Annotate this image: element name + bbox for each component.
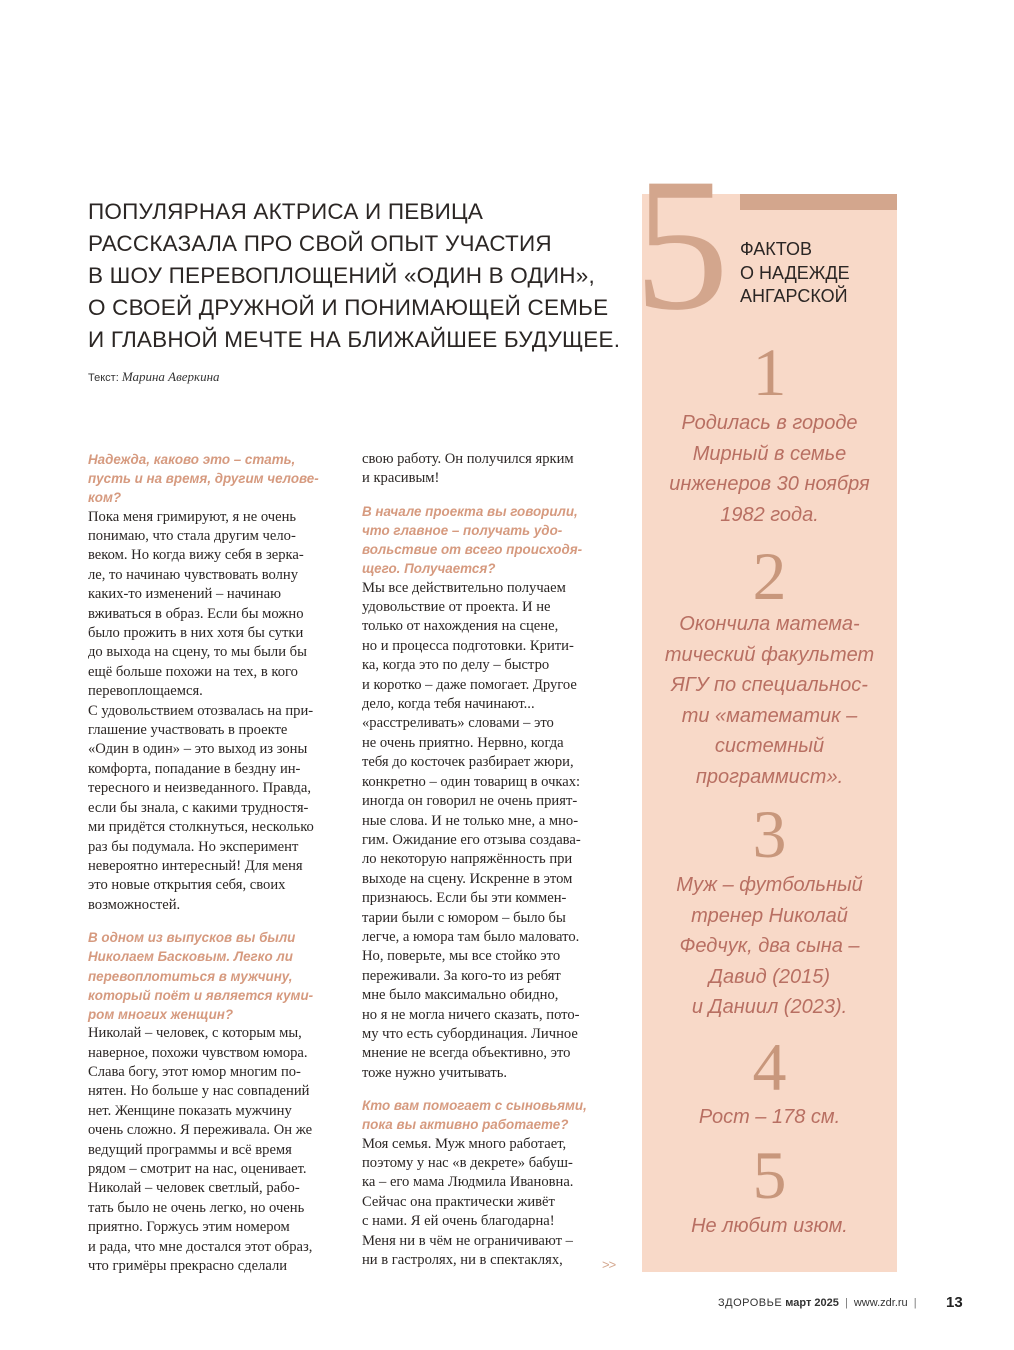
sidebar-title [740,238,850,309]
answer-line: Но, поверьте, мы все стойко это [362,948,561,965]
fact-text [642,870,897,1023]
answer-line: это новые открытия себя, своих [88,877,286,894]
interview-answer [362,579,624,1084]
answer-line: ка, когда это по делу – быстро [362,657,550,674]
question-line: пусть и на время, другим челове- [88,471,319,487]
sidebar-big-number: 5 [634,140,729,350]
question-line: В одном из выпусков вы были [88,930,296,946]
article-column-2 [362,450,624,1270]
answer-line: ные слова. И не только мне, а мно- [362,812,579,829]
interview-answer [88,1024,350,1276]
question-line: вольствие от всего происходя- [362,542,583,558]
interview-answer [362,450,624,489]
answer-line: Николай – человек светлый, рабо- [88,1180,300,1197]
fact-line: Давид (2015) [708,965,831,988]
answer-line: нет. Женщине показать мужчину [88,1102,292,1119]
answer-line: мнение не всегда объективно, это [362,1045,571,1062]
answer-line: тересного и неизведанного. Правда, [88,780,311,797]
answer-line: глашение участвовать в проекте [88,722,288,739]
answer-line: Моя семья. Муж много работает, [362,1135,567,1152]
fact-line: тренер Николай [691,904,848,927]
fact-line: системный [714,735,825,757]
answer-line: возможностей. [88,896,181,913]
fact-number: 5 [752,1137,787,1213]
question-line: ком? [88,490,122,506]
page-number: 13 [946,1294,963,1311]
question-line: который поёт и является куми- [88,987,314,1003]
answer-line: тарии были с юмором – было бы [362,909,566,926]
sidebar-title-line: АНГАРСКОЙ [740,286,848,306]
fact-line: ЯГУ по специальнос- [671,674,868,696]
answer-line: Мы все действительно получаем [362,579,566,596]
lead-line: О СВОЕЙ ДРУЖНОЙ И ПОНИМАЮЩЕЙ СЕМЬЕ [88,295,609,320]
answer-line: С удовольствием отозвалась на при- [88,702,314,719]
answer-line: признаюсь. Если бы эти коммен- [362,890,567,907]
answer-line: ведущий программы и всё время [88,1141,292,1158]
interview-answer [88,508,350,916]
answer-line: если бы знала, с какими трудностя- [88,799,309,816]
question-line: пока вы активно работаете? [362,1117,569,1133]
answer-line: мне было максимально обидно, [362,987,559,1004]
answer-line: ка – его мама Людмила Ивановна. [362,1174,574,1191]
answer-line: приятно. Горжусь этим номером [88,1219,290,1236]
answer-line: «Один в один» – это выход из зоны [88,741,308,758]
answer-line: очень сложно. Я переживала. Он же [88,1122,313,1139]
lead-paragraph [88,196,628,356]
sidebar-accent-bar [740,194,897,210]
answer-line: было прожить в них хотя бы сутки [88,625,304,642]
fact-line: Окончила матема- [679,613,860,635]
fact-line: и Даниил (2023). [691,996,848,1018]
fact-text [642,1211,897,1242]
fact-number: 1 [752,334,787,410]
answer-line: невероятно интересный! Для меня [88,857,303,874]
answer-line: конкретно – один товарищ в очках: [362,773,581,790]
answer-line: легче, а юмора там было маловато. [362,928,580,945]
footer-separator: | [913,1297,917,1309]
answer-line: каких-то изменений – начинаю [88,586,281,603]
interview-question [88,450,350,508]
answer-line: Сейчас она практически живёт [362,1193,555,1210]
answer-line: ми придётся столкнуться, несколько [88,819,314,836]
question-line: ром многих женщин? [88,1006,234,1022]
answer-line: и коротко – даже помогает. Другое [362,676,577,693]
fact-line: тический факультет [664,643,875,666]
answer-line: Пока меня гримируют, я не очень [88,508,297,525]
issue-date: март 2025 [785,1297,839,1309]
fact-text [642,1102,897,1133]
sidebar-title-line: О НАДЕЖДЕ [740,262,850,283]
fact-number: 3 [752,796,787,872]
answer-line: но я не могла ничего сказать, пото- [362,1006,580,1023]
answer-line: переживали. За кого-то из ребят [362,967,561,984]
answer-line: свою работу. Он получился ярким [362,451,574,467]
fact-number: 2 [752,538,787,614]
answer-line: Николай – человек, с которым мы, [88,1025,302,1042]
interview-question [362,502,624,579]
interview-question [362,1096,624,1134]
answer-line: дело, когда тебя начинают... [362,696,535,713]
answer-line: с нами. Я ей очень благодарна! [362,1213,555,1230]
answer-line: веком. Но когда вижу себя в зерка- [88,547,304,564]
answer-line: гим. Ожидание его отзыва создава- [362,831,581,848]
answer-line: ни в гастролях, ни в спектаклях, [362,1252,563,1269]
byline [88,369,220,385]
answer-line: тать было не очень легко, но очень [88,1199,305,1216]
article-column-1 [88,450,350,1276]
answer-line: только от нахождения на сцене, [362,618,559,635]
answer-line: ещё больше похожи на тех, в кого [88,663,298,680]
fact-line: Родилась в городе [681,412,858,434]
interview-answer [362,1135,624,1271]
answer-line: выходе на сцену. Искренне в этом [362,870,573,887]
fact-line: Мирный в семье [692,442,847,465]
fact-line: программист». [695,765,844,788]
answer-line: «расстреливать» словами – это [362,715,554,732]
answer-line: Меня ни в чём не ограничивают – [362,1232,573,1249]
sidebar-title-line: ФАКТОВ [740,239,812,259]
answer-line: рядом – смотрит на нас, оценивает. [88,1161,307,1177]
answer-line: ло некоторую напряжённость при [362,851,573,868]
lead-line: ПОПУЛЯРНАЯ АКТРИСА И ПЕВИЦА [88,199,484,224]
fact-line: 1982 года. [720,503,819,526]
answer-line: раз бы подумала. Но эксперимент [88,838,299,855]
fact-number: 4 [752,1029,787,1105]
question-line: Николаем Басковым. Легко ли [88,949,293,965]
answer-line: поэтому у нас «в декрете» бабуш- [362,1155,573,1171]
answer-line: комфорта, попадание в бездну ин- [88,760,301,777]
answer-line: до выхода на сцену, то мы были бы [88,644,307,661]
fact-line: Не любит изюм. [691,1215,848,1237]
fact-line: ти «математик – [681,704,858,727]
lead-line: РАССКАЗАЛА ПРО СВОЙ ОПЫТ УЧАСТИЯ [88,231,552,256]
question-line: Надежда, каково это – стать, [88,452,296,467]
answer-line: тоже нужно учитывать. [362,1064,507,1081]
answer-line: иногда он говорил не очень прият- [362,793,578,810]
answer-line: что гримёры прекрасно сделали [88,1258,288,1275]
answer-line: тебя до косточек разбирает жюри, [362,754,574,771]
fact-text [642,408,897,530]
answer-line: Слава богу, этот юмор многим по- [88,1063,301,1080]
fact-line: Муж – футбольный [676,874,863,896]
page-footer [718,1297,920,1309]
byline-author: Марина Аверкина [121,369,220,384]
site-link[interactable]: www.zdr.ru [853,1297,908,1309]
continue-arrow-icon: >> [602,1257,616,1272]
answer-line: не очень приятно. Нервно, когда [362,734,564,751]
question-line: что главное – получать удо- [362,523,563,539]
fact-line: инженеров 30 ноября [669,473,870,495]
answer-line: му что есть субординация. Личное [362,1025,578,1042]
answer-line: нятен. Но больше у нас совпадений [88,1083,310,1100]
fact-line: Федчук, два сына – [679,935,860,957]
interview-question [88,928,350,1024]
magazine-brand: ЗДОРОВЬЕ [718,1297,783,1309]
fact-line: Рост – 178 см. [698,1106,841,1128]
question-line: В начале проекта вы говорили, [362,503,578,519]
answer-line: понимаю, что стала другим чело- [88,528,296,545]
question-line: перевоплотиться в мужчину, [88,968,293,984]
answer-line: вживаться в образ. Если бы можно [88,605,304,622]
answer-line: и красивым! [362,470,440,487]
answer-line: наверное, похожи чувством юмора. [88,1044,308,1061]
question-line: щего. Получается? [362,561,496,577]
answer-line: но и процесса подготовки. Крити- [362,637,574,654]
lead-line: И ГЛАВНОЙ МЕЧТЕ НА БЛИЖАЙШЕЕ БУДУЩЕЕ. [88,327,621,352]
byline-label: Текст: [88,372,119,384]
answer-line: и рада, что мне достался этот образ, [88,1238,313,1255]
answer-line: перевоплощаемся. [88,683,203,700]
answer-line: удовольствие от проекта. И не [362,599,551,616]
question-line: Кто вам помогает с сыновьями, [362,1098,587,1114]
footer-separator: | [844,1297,848,1309]
lead-line: В ШОУ ПЕРЕВОПЛОЩЕНИЙ «ОДИН В ОДИН», [88,263,595,288]
fact-text [642,609,897,792]
answer-line: ле, то начинаю чувствовать волну [88,566,299,583]
